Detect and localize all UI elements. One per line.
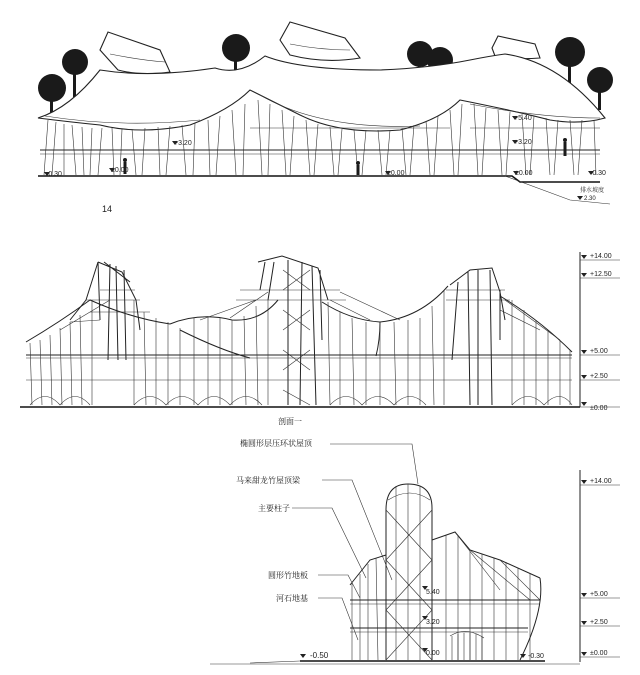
- level-label: ±0.00: [515, 170, 533, 177]
- detail-level-label: +14.00: [590, 478, 612, 485]
- triangle-down-icon: [581, 480, 587, 656]
- annotation-label: 马来甜龙竹屋顶梁: [236, 476, 300, 485]
- detail-section: [210, 438, 620, 664]
- section-title: 剖面一: [278, 417, 302, 426]
- section-level-label: +12.50: [590, 271, 612, 278]
- annotation-label: 圆形竹地板: [268, 571, 308, 580]
- level-scale: [580, 470, 620, 662]
- level-label: +3.20: [174, 140, 192, 147]
- inner-level-label: 3.20: [426, 619, 440, 626]
- level-label: ±0.00: [387, 170, 405, 177]
- section-level-label: +5.00: [590, 348, 608, 355]
- section-level-label: ±0.00: [590, 405, 608, 412]
- detail-level-label: ±0.00: [590, 650, 608, 657]
- detail-level-label: +5.00: [590, 591, 608, 598]
- level-label: ±0.00: [111, 167, 129, 174]
- inner-level-label: 0.00: [426, 650, 440, 657]
- drain-slope-label: 排水坡度: [580, 188, 605, 194]
- level-label: +5.40: [514, 115, 532, 122]
- level-label: -0.30: [590, 170, 606, 177]
- level-label: +3.20: [514, 139, 532, 146]
- triangle-down-icon: [300, 586, 526, 658]
- level-scale: [580, 252, 620, 412]
- annotation-label: 主要柱子: [258, 504, 290, 513]
- front-elevation: [38, 22, 613, 214]
- section-level-label: +14.00: [590, 253, 612, 260]
- drain-slope-value: 2.30: [584, 196, 596, 202]
- annotation-label: 椭圆形层压环状屋顶: [240, 439, 312, 448]
- triangle-down-icon: [581, 255, 587, 406]
- section-level-label: +2.50: [590, 373, 608, 380]
- bamboo-frame: [26, 256, 572, 405]
- inner-level-label: 5.40: [426, 589, 440, 596]
- cross-section: [20, 252, 620, 426]
- level-label: -0.30: [46, 171, 62, 178]
- annotation-label: 河石地基: [276, 594, 308, 603]
- figure-number: 14: [102, 204, 113, 214]
- detail-level-label: +2.50: [590, 619, 608, 626]
- ground-level-label: -0.30: [528, 653, 544, 660]
- central-tower: [386, 484, 432, 660]
- annotation-leaders: [292, 444, 418, 640]
- ground-level-label: -0.50: [310, 651, 329, 660]
